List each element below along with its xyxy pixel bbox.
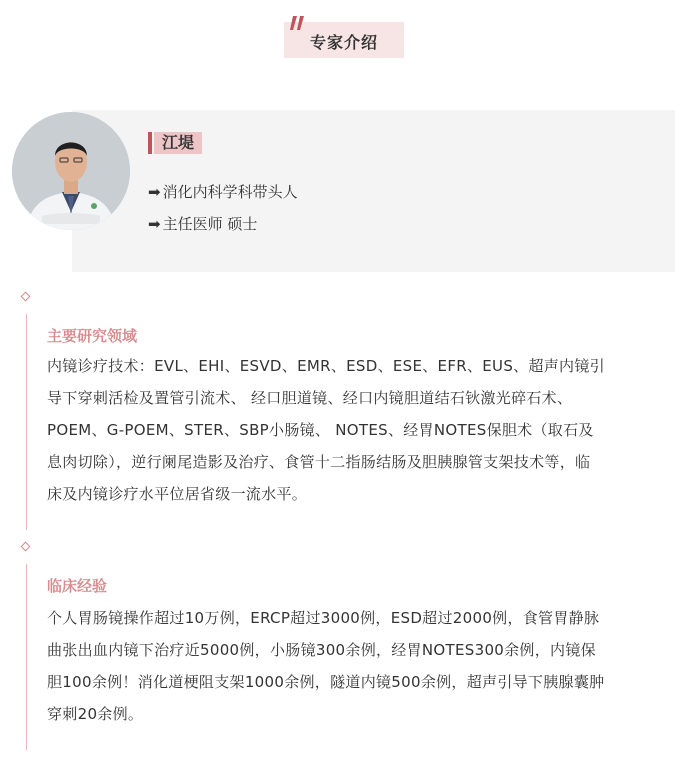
paragraph-line: POEM、G-POEM、STER、SBP小肠镜、 NOTES、经胃NOTES保胆术（取石及 xyxy=(47,421,594,439)
section-header xyxy=(284,22,404,58)
paragraph-line: 穿刺20余例。 xyxy=(47,705,144,723)
name-accent-bar xyxy=(148,132,152,154)
timeline-diamond-icon xyxy=(21,542,31,552)
timeline-line xyxy=(26,564,27,750)
arrow-right-icon: ➡ xyxy=(148,183,161,201)
research-paragraph xyxy=(47,350,672,510)
quote-mark-icon xyxy=(289,14,305,36)
doctor-name-tag xyxy=(154,132,202,154)
section-title-experience: 临床经验 xyxy=(47,577,108,595)
timeline-diamond-icon xyxy=(21,292,31,302)
paragraph-line: 曲张出血内镜下治疗近5000例，小肠镜300余例，经胃NOTES300余例，内镜保 xyxy=(47,641,596,659)
doctor-name: 江堤 xyxy=(162,133,195,152)
paragraph-line: 导下穿刺活检及置管引流术、 经口胆道镜、经口内镜胆道结石钬激光碎石术、 xyxy=(47,389,573,407)
arrow-right-icon: ➡ xyxy=(148,215,161,233)
paragraph-line: 床及内镜诊疗水平位居省级一流水平。 xyxy=(47,485,308,503)
experience-paragraph xyxy=(47,602,672,730)
doctor-position-line xyxy=(148,213,257,234)
paragraph-line: 个人胃肠镜操作超过10万例，ERCP超过3000例，ESD超过2000例，食管胃静脉 xyxy=(47,609,600,627)
doctor-role: 消化内科学科带头人 xyxy=(162,183,298,201)
avatar xyxy=(12,112,130,230)
section-title-research: 主要研究领域 xyxy=(47,327,138,345)
doctor-title-line xyxy=(148,181,298,202)
paragraph-line: 息肉切除），逆行阑尾造影及治疗、食管十二指肠结肠及胆胰腺管支架技术等，临 xyxy=(47,453,591,471)
paragraph-line: 内镜诊疗技术：EVL、EHI、ESVD、EMR、ESD、ESE、EFR、EUS、超声内镜引 xyxy=(47,357,605,375)
doctor-position: 主任医师 硕士 xyxy=(162,215,258,233)
paragraph-line: 胆100余例！消化道梗阻支架1000余例，隧道内镜500余例，超声引导下胰腺囊肿 xyxy=(47,673,605,691)
timeline-line xyxy=(26,314,27,530)
page-title: 专家介绍 xyxy=(310,33,379,52)
